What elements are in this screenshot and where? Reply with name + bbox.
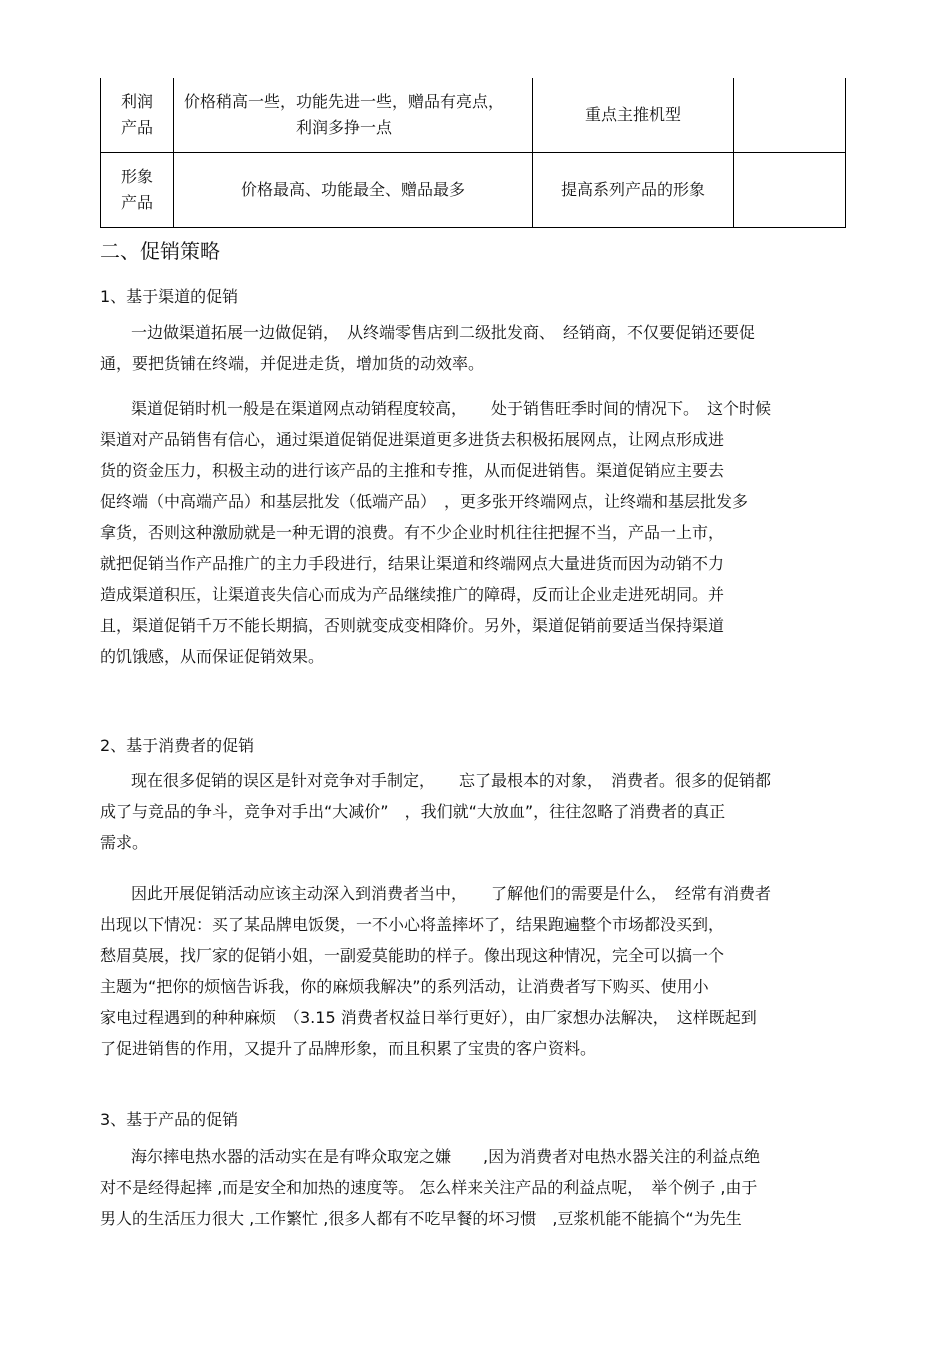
table-cell: [734, 78, 846, 153]
product-table: [100, 78, 846, 228]
table-cell: [533, 78, 734, 153]
text-line: 渠道促销时机一般是在渠道网点动销程度较高， 处于销售旺季时间的情况下。 这个时候: [131, 399, 772, 418]
text-line: 对不是经得起摔 ,而是安全和加热的速度等。 怎么样来关注产品的利益点呢， 举个例子 ,由于: [100, 1178, 758, 1197]
paragraph: [100, 1141, 845, 1234]
cell-text: 价格最高、功能最全、赠品最多: [240, 180, 465, 199]
text-line: 男人的生活压力很大 ,工作繁忙 ,很多人都有不吃早餐的坏习惯 ,豆浆机能不能搞个“为先生: [100, 1209, 742, 1228]
table-cell: [101, 78, 174, 153]
text-line: 货的资金压力，积极主动的进行该产品的主推和专推，从而促进销售。渠道促销应主要去: [100, 461, 725, 480]
text-line: 通，要把货铺在终端，并促进走货，增加货的动效率。: [100, 354, 485, 373]
text-line: 现在很多促销的误区是针对竞争对手制定， 忘了最根本的对象， 消费者。很多的促销都: [131, 771, 772, 790]
subsection-heading: 2、基于消费者的促销: [100, 736, 255, 755]
text-line: 成了与竞品的争斗，竞争对手出“大减价” ，我们就“大放血”，往往忽略了消费者的真正: [100, 802, 726, 821]
subsection-heading: 1、基于渠道的促销: [100, 287, 239, 306]
text-line: 造成渠道积压，让渠道丧失信心而成为产品继续推广的障碍，反而让企业走进死胡同。并: [100, 585, 725, 604]
table-cell: [734, 153, 846, 228]
text-line: 渠道对产品销售有信心，通过渠道促销促进渠道更多进货去积极拓展网点，让网点形成进: [100, 430, 725, 449]
text-line: 且，渠道促销千万不能长期搞，否则就变成变相降价。另外，渠道促销前要适当保持渠道: [100, 616, 725, 635]
text-line: 了促进销售的作用，又提升了品牌形象，而且积累了宝贵的客户资料。: [100, 1039, 597, 1058]
text-line: 就把促销当作产品推广的主力手段进行，结果让渠道和终端网点大量进货而因为动销不力: [100, 554, 725, 573]
text-line: 出现以下情况：买了某品牌电饭煲，一不小心将盖摔坏了，结果跑遍整个市场都没买到，: [100, 915, 725, 934]
table-row: [101, 153, 846, 228]
cell-text: 重点主推机型: [584, 105, 681, 124]
table-cell: [533, 153, 734, 228]
text-line: 主题为“把你的烦恼告诉我，你的麻烦我解决”的系列活动，让消费者写下购买、使用小: [100, 977, 709, 996]
table-cell: [174, 78, 533, 153]
paragraph: [100, 317, 845, 379]
text-line: 海尔摔电热水器的活动实在是有哗众取宠之嫌 ,因为消费者对电热水器关注的利益点绝: [131, 1147, 761, 1166]
section-heading: 二、促销策略: [100, 239, 220, 263]
text-line: 需求。: [100, 833, 149, 852]
text-line: 的饥饿感，从而保证促销效果。: [100, 647, 325, 666]
text-line: 愁眉莫展，找厂家的促销小姐，一副爱莫能助的样子。像出现这种情况，完全可以搞一个: [100, 946, 725, 965]
table-cell: [101, 153, 174, 228]
text-line: 因此开展促销活动应该主动深入到消费者当中， 了解他们的需要是什么， 经常有消费者: [131, 884, 772, 903]
paragraph: [100, 878, 845, 1064]
cell-text: 利润产品: [120, 92, 153, 137]
subsection-heading: 3、基于产品的促销: [100, 1110, 239, 1129]
text-line: 拿货，否则这种激励就是一种无谓的浪费。有不少企业时机往往把握不当，产品一上市，: [100, 523, 725, 542]
cell-text: 价格稍高一些，功能先进一些，赠品有亮点，利润多挣一点: [184, 92, 505, 137]
cell-text: 提高系列产品的形象: [560, 180, 705, 199]
table-cell: [174, 153, 533, 228]
paragraph: [100, 393, 845, 672]
table-row: [101, 78, 846, 153]
text-line: 家电过程遇到的种种麻烦 （3.15 消费者权益日举行更好），由厂家想办法解决， 这样既起到: [100, 1008, 757, 1027]
text-line: 一边做渠道拓展一边做促销， 从终端零售店到二级批发商、 经销商，不仅要促销还要促: [131, 323, 756, 342]
cell-text: 形象产品: [120, 167, 153, 212]
text-line: 促终端（中高端产品）和基层批发（低端产品） ，更多张开终端网点，让终端和基层批发多: [100, 492, 749, 511]
paragraph: [100, 765, 845, 858]
